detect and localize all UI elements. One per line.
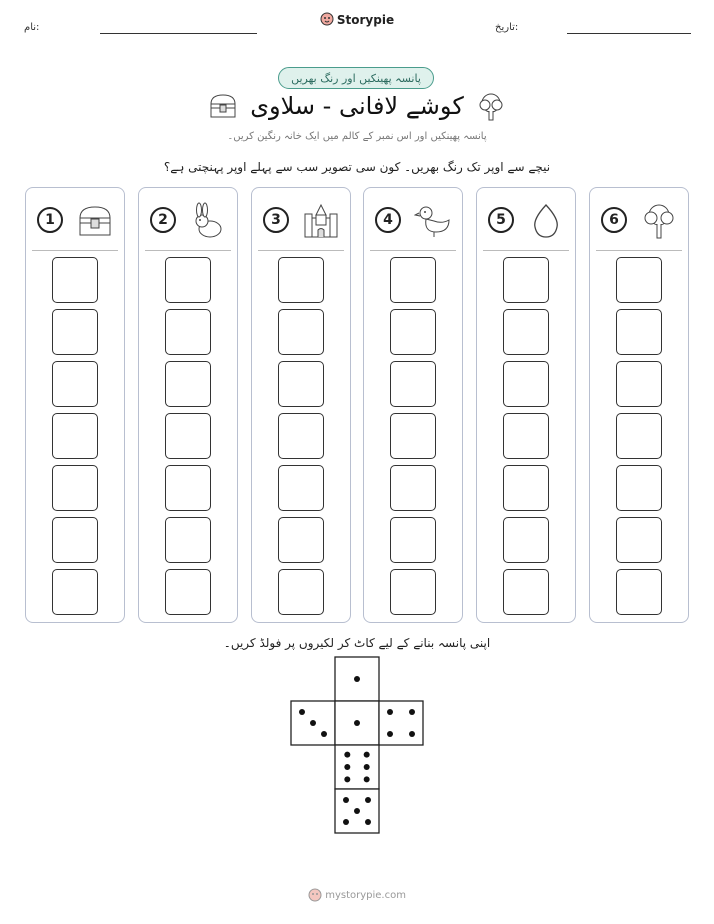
rabbit-icon [189, 202, 227, 240]
color-box[interactable] [616, 309, 662, 355]
duck-icon [414, 202, 452, 240]
subtitle: پانسہ پھینکیں اور اس نمبر کے کالم میں ایک خانہ رنگین کریں۔ [227, 131, 487, 142]
storypie-logo-icon [320, 12, 334, 29]
column-2 [138, 187, 238, 623]
color-box[interactable] [52, 569, 98, 615]
color-box[interactable] [52, 413, 98, 459]
egg-icon [527, 202, 565, 240]
treasure-chest-icon [76, 202, 114, 240]
column-divider [483, 250, 569, 251]
die-pip [409, 709, 415, 715]
page-title: کوشے لافانی - سلاوی [250, 92, 464, 120]
column-number: 3 [263, 207, 289, 233]
cut-instruction: اپنی پانسہ بنانے کے لیے کاٹ کر لکیروں پر فولڈ کریں۔ [223, 636, 491, 650]
die-pip [299, 709, 305, 715]
color-box[interactable] [616, 257, 662, 303]
color-box[interactable] [52, 257, 98, 303]
die-net [289, 656, 429, 836]
color-box[interactable] [165, 361, 211, 407]
date-line [567, 33, 691, 34]
column-number: 2 [150, 207, 176, 233]
color-box[interactable] [503, 465, 549, 511]
color-box[interactable] [616, 361, 662, 407]
name-line [100, 33, 257, 34]
color-box[interactable] [278, 413, 324, 459]
color-box[interactable] [390, 517, 436, 563]
column-number: 5 [488, 207, 514, 233]
die-pip [344, 752, 350, 758]
color-box[interactable] [278, 517, 324, 563]
color-box[interactable] [52, 309, 98, 355]
color-box[interactable] [165, 309, 211, 355]
die-face-4 [379, 701, 423, 745]
instruction: نیچے سے اوپر تک رنگ بھریں۔ کون سی تصویر سب سے پہلے اوپر پہنچتی ہے؟ [163, 160, 551, 174]
tree-icon [476, 93, 506, 125]
column-1 [25, 187, 125, 623]
column-divider [258, 250, 344, 251]
color-box[interactable] [278, 309, 324, 355]
color-box[interactable] [165, 257, 211, 303]
color-box[interactable] [390, 309, 436, 355]
die-pip [321, 731, 327, 737]
die-pip [354, 720, 360, 726]
storypie-logo-icon [308, 890, 325, 901]
color-box[interactable] [616, 413, 662, 459]
brand-name: Storypie [336, 13, 395, 27]
die-face-6 [335, 745, 379, 789]
footer-url: mystorypie.com [325, 890, 406, 901]
color-box[interactable] [503, 413, 549, 459]
color-box[interactable] [503, 361, 549, 407]
color-box[interactable] [52, 361, 98, 407]
die-pip [354, 808, 360, 814]
column-divider [145, 250, 231, 251]
column-5 [476, 187, 576, 623]
die-pip [343, 797, 349, 803]
color-box[interactable] [390, 413, 436, 459]
color-box[interactable] [390, 569, 436, 615]
color-box[interactable] [390, 465, 436, 511]
die-pip [364, 764, 370, 770]
date-label: تاریخ: [495, 22, 519, 33]
column-4 [363, 187, 463, 623]
color-box[interactable] [503, 257, 549, 303]
die-pip [365, 819, 371, 825]
column-divider [370, 250, 456, 251]
die-pip [344, 764, 350, 770]
color-box[interactable] [165, 517, 211, 563]
pill-label: پانسہ پھینکیں اور رنگ بھریں [278, 67, 434, 89]
column-3 [251, 187, 351, 623]
color-box[interactable] [278, 569, 324, 615]
brand [0, 12, 714, 29]
name-label: نام: [24, 22, 40, 33]
color-box[interactable] [390, 257, 436, 303]
color-box[interactable] [52, 465, 98, 511]
die-pip [343, 819, 349, 825]
color-box[interactable] [52, 517, 98, 563]
color-box[interactable] [616, 517, 662, 563]
column-divider [596, 250, 682, 251]
die-pip [344, 776, 350, 782]
die-pip [310, 720, 316, 726]
die-pip [364, 776, 370, 782]
color-box[interactable] [278, 361, 324, 407]
tree-icon [640, 202, 678, 240]
castle-icon [302, 202, 340, 240]
footer [0, 888, 714, 902]
column-number: 4 [375, 207, 401, 233]
column-divider [32, 250, 118, 251]
color-box[interactable] [503, 309, 549, 355]
die-pip [387, 709, 393, 715]
color-box[interactable] [278, 257, 324, 303]
color-box[interactable] [616, 569, 662, 615]
color-box[interactable] [503, 517, 549, 563]
column-6 [589, 187, 689, 623]
die-pip [387, 731, 393, 737]
color-box[interactable] [503, 569, 549, 615]
color-box[interactable] [616, 465, 662, 511]
column-number: 1 [37, 207, 63, 233]
color-box[interactable] [278, 465, 324, 511]
die-pip [409, 731, 415, 737]
color-box[interactable] [165, 569, 211, 615]
die-pip [354, 676, 360, 682]
column-number: 6 [601, 207, 627, 233]
die-pip [364, 752, 370, 758]
color-box[interactable] [165, 413, 211, 459]
color-box[interactable] [165, 465, 211, 511]
die-pip [365, 797, 371, 803]
color-box[interactable] [390, 361, 436, 407]
